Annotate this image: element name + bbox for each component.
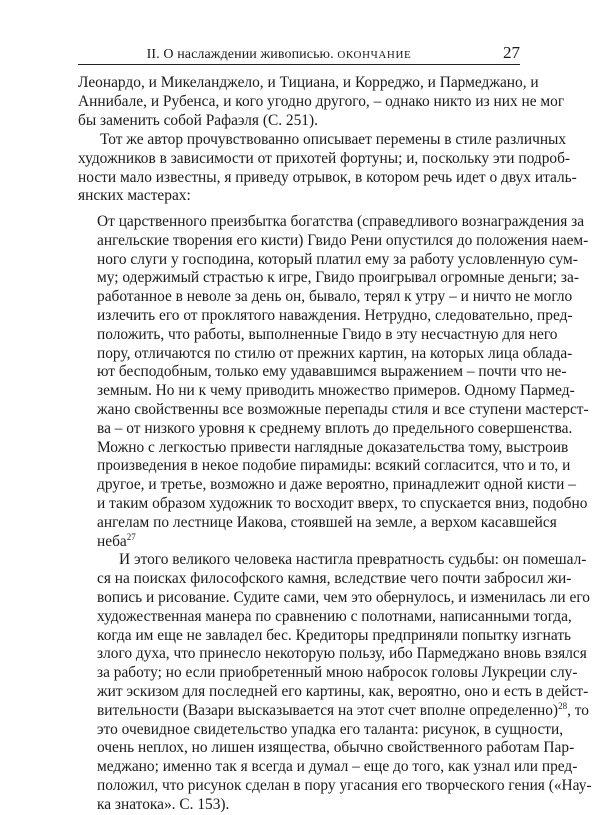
quote-line: ного слуги у господина, который платил ему за работу условленную сум- [97, 250, 578, 268]
quote-line: это очевидное свидетельство упадка его таланта: рисунок, в сущности, [97, 720, 564, 738]
text-line: ности мало известны, я приведу отрывок, в котором речь идет о двух италь- [78, 168, 577, 186]
quote-line: му; одержимый страстью к игре, Гвидо проигрывал огромные деньги; за- [97, 269, 579, 287]
quote-line: вопись и рисование. Судите сами, чем это обернулось, и изменилась ли его [97, 588, 590, 606]
footnote-ref-27[interactable]: 27 [126, 531, 136, 542]
paragraph-intro [78, 131, 577, 206]
quote-line: положил, что рисунок сделан в пору угасания его творческого гения («Нау- [97, 776, 592, 794]
footnote-ref-28[interactable]: 28 [558, 700, 568, 711]
quote-line: очень неплох, но лишен изящества, обычно свойственного работам Пар- [97, 739, 575, 757]
text-line: Леонардо, и Микеланджело, и Тициана, и Корреджо, и Пармеджано, и [78, 74, 539, 91]
quote-line: произведения в некое подобие пирамиды: всякий согласится, что и то, и [97, 457, 571, 475]
paragraph-continuation [78, 74, 565, 130]
quote-line: ют бесподобным, только ему удававшимся выражением – почти что не- [97, 363, 567, 381]
quote-line: другое, и третье, возможно и даже вероятно, принадлежит одной кисти – [97, 476, 576, 494]
running-head-title [78, 47, 480, 63]
quote-line: От царственного преизбытка богатства (справедливого вознаграждения за [97, 213, 585, 230]
header-rule [78, 64, 520, 65]
quote-line: и таким образом художник то восходит вверх, то спускается вниз, подобно [97, 494, 588, 512]
text-line: Тот же автор прочувствованно описывает перемены в стиле различных [100, 131, 567, 148]
quote-line: ангелам по лестнице Иакова, стоявшей на земле, а верхом касавшейся [97, 513, 557, 531]
quote-line: Можно с легкостью привести наглядные доказательства тому, выстроив [97, 438, 569, 456]
footnote-line-tail: , то [567, 701, 589, 719]
text-line: художников в зависимости от прихотей фортуны; и, поскольку эти подроб- [78, 149, 571, 167]
quote-line: жит эскизом для последней его картины, как, вероятно, оно и есть в дейст- [97, 682, 589, 700]
quote-line: ка знатока». С. 153). [97, 795, 230, 813]
running-head [78, 43, 520, 63]
quote-line: когда им еще не завладел бес. Кредиторы предприняли попытку изгнать [97, 626, 572, 644]
page-number: 27 [503, 43, 520, 62]
footnote-line-text: вительности (Вазари высказывается на этот счет вполне определенно) [97, 701, 559, 719]
text-line: бы заменить собой Рафаэля (С. 251). [78, 111, 318, 129]
quote-line: жано свойственны все возможные перепады стиля и все ступени мастерст- [97, 400, 589, 418]
quote-line: земным. Но ни к чему приводить множество примеров. Одному Пармед- [97, 382, 575, 400]
quote-line: за работу; но если приобретенный мною набросок головы Лукреции слу- [97, 664, 578, 682]
quote-last-words: неба [97, 532, 127, 550]
quote-line [97, 700, 589, 721]
quote-line: излечить его от проклятого наваждения. Нетрудно, следовательно, пред- [97, 306, 573, 324]
text-line: Аннибале, и Рубенса, и кого угодно другого, – однако никто из них не мог [78, 92, 565, 110]
quote-line: меджано; именно так я всегда и думал – еще до того, как узнал или пред- [97, 758, 578, 776]
quote-line: злого духа, что принесло некоторую пользу, ибо Пармеджано вновь взялся [97, 645, 587, 663]
quote-line: ангельские творения его кисти) Гвидо Рени опустился до положения наем- [97, 231, 589, 249]
quote-line: художественная манера по сравнению с полотнами, написанными тогда, [97, 607, 572, 625]
quote-line: И этого великого человека настигла превратность судьбы: он помешал- [119, 551, 587, 569]
quote-line: ва – от низкого уровня к среднему вплоть до предельного совершенства. [97, 419, 573, 437]
quote-line: работанное в неволе за день он, бывало, терял к утру – и ничто не могло [97, 288, 573, 306]
chapter-title: II. О наслаждении живописью. [146, 47, 334, 62]
block-quote [97, 213, 592, 815]
quote-line [97, 533, 520, 552]
chapter-subtitle: ОКОНЧАНИЕ [337, 49, 412, 61]
text-line: янских мастерах: [78, 187, 191, 205]
quote-line: положить, что работы, выполненные Гвидо в эту несчастную для него [97, 325, 558, 343]
quote-line: ся на поисках философского камня, вследствие чего почти забросил жи- [97, 570, 572, 588]
quote-line: пору, отличаются по стилю от прежних картин, на которых лица облада- [97, 344, 573, 362]
